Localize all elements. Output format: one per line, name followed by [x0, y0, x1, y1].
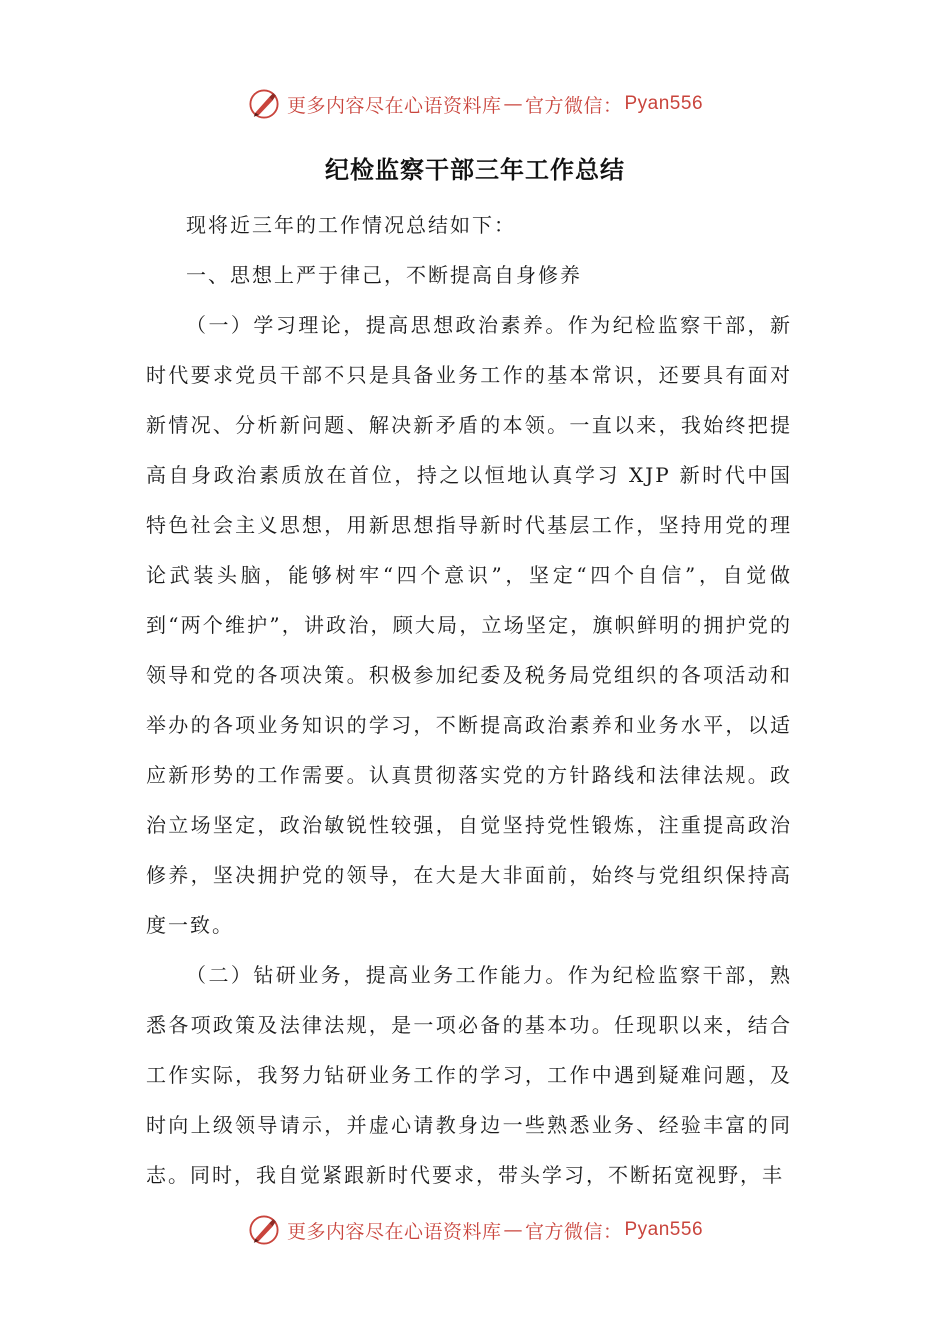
- watermark-wechat-id: Pyan556: [624, 93, 704, 114]
- document-body: [146, 200, 792, 1200]
- watermark-footer: [0, 1210, 950, 1250]
- watermark-header: [0, 84, 950, 124]
- watermark-dash: —: [503, 93, 523, 115]
- pen-logo-icon: [247, 87, 281, 121]
- watermark-site-name: 更多内容尽在心语资料库: [286, 94, 502, 117]
- watermark-dash: —: [503, 1219, 523, 1241]
- intro-paragraph: 现将近三年的工作情况总结如下：: [186, 213, 516, 237]
- document-title: 纪检监察干部三年工作总结: [325, 155, 625, 184]
- section-heading: 一、思想上严于律己，不断提高自身修养: [186, 263, 582, 287]
- paragraph-study-theory: （一）学习理论，提高思想政治素养。作为纪检监察干部，新时代要求党员干部不只是具备业务工作的基本常识，还要具有面对新情况、分析新问题、解决新矛盾的本领。一直以来，我始终把提高自身政治素质放在首位，持之以恒地认真学习 XJP 新时代中国特色社会主义思想，用新思想指导新时代基层工作，坚持用党的理论武装头脑，能够树牢“四个意识”，坚定“四个自信”，自觉做到“两个维护”，讲政治，顾大局，立场坚定，旗帜鲜明的拥护党的领导和党的各项决策。积极参加纪委及税务局党组织的各项活动和举办的各项业务知识的学习，不断提高政治素养和业务水平，以适应新形势的工作需要。认真贯彻落实党的方针路线和法律法规。政治立场坚定，政治敏锐性较强，自觉坚持党性锻炼，注重提高政治修养，坚决拥护党的领导，在大是大非面前，始终与党组织保持高度一致。: [146, 313, 792, 937]
- pen-logo-icon: [247, 1213, 281, 1247]
- paragraph-study-business: （二）钻研业务，提高业务工作能力。作为纪检监察干部，熟悉各项政策及法律法规，是一项必备的基本功。任现职以来，结合工作实际，我努力钻研业务工作的学习，工作中遇到疑难问题，及时向上级领导请示，并虚心请教身边一些熟悉业务、经验丰富的同志。同时，我自觉紧跟新时代要求，带头学习，不断拓宽视野，丰: [146, 963, 792, 1187]
- watermark-label: 官方微信：: [524, 94, 623, 117]
- watermark-wechat-id: Pyan556: [624, 1219, 704, 1240]
- watermark-label: 官方微信：: [524, 1220, 623, 1243]
- watermark-site-name: 更多内容尽在心语资料库: [286, 1220, 502, 1243]
